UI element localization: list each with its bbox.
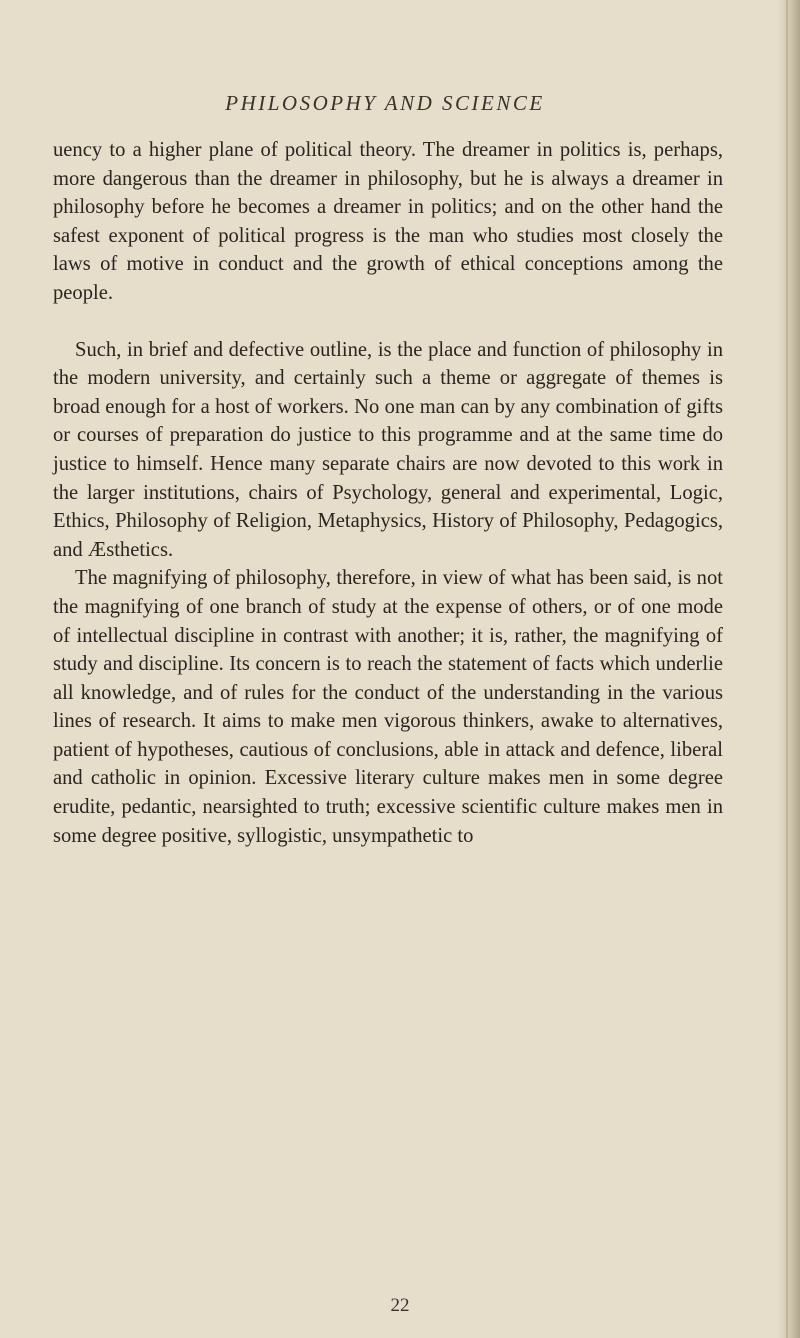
paragraph-3: The magnifying of philosophy, therefore, in view of what has been said, is not the magnifying of one branch of study at the expense of others, or of one mode of intellectual discipline in contrast with another; it is, rather, the magnifying of study and discipline. Its concern is to reach the statement of facts which underlie all knowledge, and of rules for the conduct of the understanding in the various lines of research. It aims to make men vigorous thinkers, awake to alternatives, patient of hypotheses, cautious of conclusions, able in attack and defence, liberal and catholic in opinion. Excessive literary culture makes men in some degree erudite, pedantic, nearsighted to truth; excessive scientific culture makes men in some degree positive, syllogistic, unsympathetic to <box>53 567 723 847</box>
running-head: PHILOSOPHY AND SCIENCE <box>225 91 545 115</box>
paragraph-2: Such, in brief and defective outline, is the place and function of philosophy in the modern university, and certainly such a theme or aggregate of themes is broad enough for a host of workers. No one man can by any combination of gifts or courses of preparation do justice to this programme and at the same time do justice to himself. Hence many separate chairs are now devoted to this work in the larger institutions, chairs of Psychology, general and experimental, Logic, Ethics, Philosophy of Religion, Metaphysics, History of Philosophy, Pedagogics, and Æsthetics. <box>53 338 723 561</box>
paragraph-1: uency to a higher plane of political theory. The dreamer in politics is, perhaps, more dangerous than the dreamer in philosophy, but he is always a dreamer in philosophy before he becomes a dreamer in politics; and on the other hand the safest exponent of political progress is the man who studies most closely the laws of motive in conduct and the growth of ethical conceptions among the people. <box>53 139 723 304</box>
page-edge-shadow <box>778 0 800 1338</box>
page-number: 22 <box>390 1295 410 1316</box>
page-edge-line <box>786 0 788 1338</box>
body-text <box>53 136 723 850</box>
